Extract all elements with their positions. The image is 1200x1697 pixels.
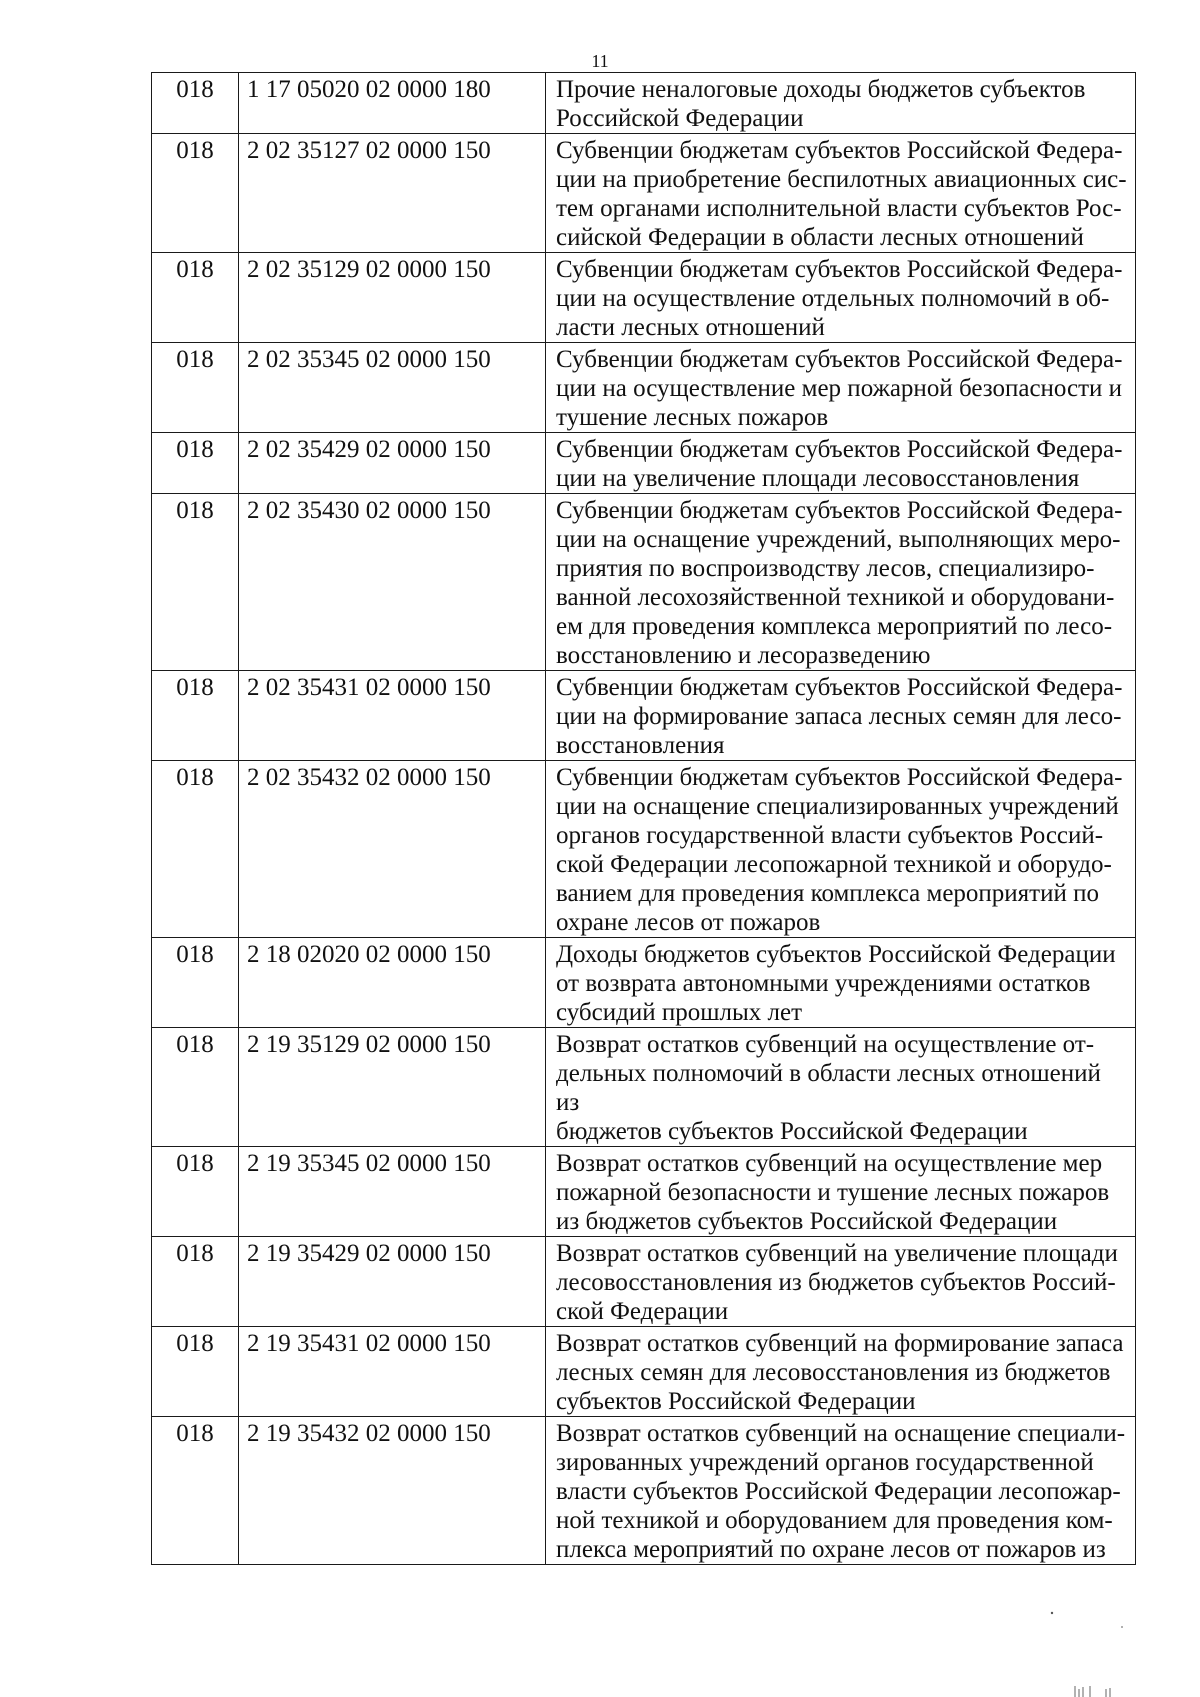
description-line: лесных семян для лесовосстановления из бюджетов — [556, 1359, 1111, 1386]
admin-code-cell: 018 — [152, 1327, 239, 1417]
description-line: Субвенции бюджетам субъектов Российской Федера- — [556, 436, 1123, 463]
description-line: власти субъектов Российской Федерации лесопожар- — [556, 1478, 1121, 1505]
table-row — [152, 1327, 1136, 1417]
budget-code-cell: 2 02 35432 02 0000 150 — [239, 761, 546, 938]
description-line: ванной лесохозяйственной техникой и оборудовани- — [556, 584, 1115, 611]
description-line: ной техникой и оборудованием для проведения ком- — [556, 1507, 1113, 1534]
description-line: тем органами исполнительной власти субъектов Рос- — [556, 195, 1122, 222]
description-line: Возврат остатков субвенций на увеличение площади — [556, 1240, 1118, 1267]
description-cell — [546, 343, 1136, 433]
description-cell — [546, 1327, 1136, 1417]
description-line: Субвенции бюджетам субъектов Российской Федера- — [556, 346, 1123, 373]
description-line: Возврат остатков субвенций на осуществление мер — [556, 1150, 1103, 1177]
description-cell — [546, 1147, 1136, 1237]
description-line: Субвенции бюджетам субъектов Российской Федера- — [556, 137, 1123, 164]
table-row — [152, 253, 1136, 343]
budget-code-cell: 2 02 35431 02 0000 150 — [239, 671, 546, 761]
budget-code-cell: 2 02 35127 02 0000 150 — [239, 134, 546, 253]
description-line: ской Федерации лесопожарной техникой и оборудо- — [556, 851, 1112, 878]
budget-code-cell: 2 18 02020 02 0000 150 — [239, 938, 546, 1028]
table-row — [152, 1417, 1136, 1565]
budget-code-table — [151, 72, 1136, 1565]
description-line: бюджетов субъектов Российской Федерации — [556, 1118, 1028, 1145]
admin-code-cell: 018 — [152, 671, 239, 761]
description-line: приятия по воспроизводству лесов, специализиро- — [556, 555, 1095, 582]
description-line: ции на оснащение специализированных учреждений — [556, 793, 1119, 820]
budget-code-cell: 2 02 35429 02 0000 150 — [239, 433, 546, 494]
admin-code-cell: 018 — [152, 494, 239, 671]
description-line: от возврата автономными учреждениями остатков — [556, 970, 1091, 997]
description-line: ции на осуществление мер пожарной безопасности и — [556, 375, 1123, 402]
table-row — [152, 343, 1136, 433]
admin-code-cell: 018 — [152, 1237, 239, 1327]
table-row — [152, 73, 1136, 134]
description-line: Доходы бюджетов субъектов Российской Федерации — [556, 941, 1116, 968]
description-line: ции на оснащение учреждений, выполняющих меро- — [556, 526, 1121, 553]
table-row — [152, 494, 1136, 671]
description-line: Субвенции бюджетам субъектов Российской Федера- — [556, 256, 1123, 283]
budget-code-cell: 2 02 35430 02 0000 150 — [239, 494, 546, 671]
description-line: Российской Федерации — [556, 105, 804, 132]
description-cell — [546, 73, 1136, 134]
table-row — [152, 134, 1136, 253]
admin-code-cell: 018 — [152, 1417, 239, 1565]
table-row — [152, 671, 1136, 761]
description-cell — [546, 1237, 1136, 1327]
description-cell — [546, 938, 1136, 1028]
table-row — [152, 1028, 1136, 1147]
description-line: тушение лесных пожаров — [556, 404, 829, 431]
budget-code-cell: 1 17 05020 02 0000 180 — [239, 73, 546, 134]
admin-code-cell: 018 — [152, 1147, 239, 1237]
admin-code-cell: 018 — [152, 761, 239, 938]
admin-code-cell: 018 — [152, 343, 239, 433]
description-line: ем для проведения комплекса мероприятий по лесо- — [556, 613, 1113, 640]
admin-code-cell: 018 — [152, 433, 239, 494]
description-line: ции на формирование запаса лесных семян для лесо- — [556, 703, 1122, 730]
description-line: Субвенции бюджетам субъектов Российской Федера- — [556, 497, 1123, 524]
table-row — [152, 938, 1136, 1028]
table-row — [152, 1237, 1136, 1327]
description-line: ской Федерации — [556, 1298, 729, 1325]
description-line: ласти лесных отношений — [556, 314, 825, 341]
description-line: из бюджетов субъектов Российской Федерации — [556, 1208, 1058, 1235]
description-line: восстановления — [556, 732, 725, 759]
page-number: 11 — [591, 51, 609, 71]
budget-code-cell: 2 19 35431 02 0000 150 — [239, 1327, 546, 1417]
description-line: дельных полномочий в области лесных отношений из — [556, 1060, 1101, 1116]
table-body — [152, 73, 1136, 1565]
description-line: органов государственной власти субъектов Россий- — [556, 822, 1104, 849]
table-row — [152, 761, 1136, 938]
table-row — [152, 1147, 1136, 1237]
description-line: восстановлению и лесоразведению — [556, 642, 931, 669]
budget-code-cell: 2 02 35129 02 0000 150 — [239, 253, 546, 343]
description-line: Возврат остатков субвенций на формирование запаса — [556, 1330, 1124, 1357]
description-line: ции на увеличение площади лесовосстановления — [556, 465, 1080, 492]
table-row — [152, 433, 1136, 494]
description-line: Субвенции бюджетам субъектов Российской Федера- — [556, 674, 1123, 701]
description-line: лесовосстановления из бюджетов субъектов Россий- — [556, 1269, 1116, 1296]
description-line: субсидий прошлых лет — [556, 999, 803, 1026]
description-cell — [546, 671, 1136, 761]
description-line: Субвенции бюджетам субъектов Российской Федера- — [556, 764, 1123, 791]
admin-code-cell: 018 — [152, 938, 239, 1028]
description-line: субъектов Российской Федерации — [556, 1388, 916, 1415]
budget-code-cell: 2 02 35345 02 0000 150 — [239, 343, 546, 433]
description-line: охране лесов от пожаров — [556, 909, 821, 936]
description-cell — [546, 1028, 1136, 1147]
description-cell — [546, 253, 1136, 343]
admin-code-cell: 018 — [152, 73, 239, 134]
budget-code-cell: 2 19 35429 02 0000 150 — [239, 1237, 546, 1327]
budget-code-cell: 2 19 35432 02 0000 150 — [239, 1417, 546, 1565]
description-cell — [546, 1417, 1136, 1565]
scan-artifacts — [1040, 1600, 1160, 1697]
description-cell — [546, 433, 1136, 494]
description-line: плекса мероприятий по охране лесов от пожаров из — [556, 1536, 1106, 1563]
description-cell — [546, 134, 1136, 253]
admin-code-cell: 018 — [152, 134, 239, 253]
description-cell — [546, 494, 1136, 671]
description-line: пожарной безопасности и тушение лесных пожаров — [556, 1179, 1110, 1206]
description-line: ции на приобретение беспилотных авиационных сис- — [556, 166, 1127, 193]
budget-code-cell: 2 19 35129 02 0000 150 — [239, 1028, 546, 1147]
description-line: Возврат остатков субвенций на осуществление от- — [556, 1031, 1095, 1058]
description-line: Прочие неналоговые доходы бюджетов субъектов — [556, 76, 1086, 103]
description-line: ванием для проведения комплекса мероприятий по — [556, 880, 1099, 907]
description-line: ции на осуществление отдельных полномочий в об- — [556, 285, 1110, 312]
admin-code-cell: 018 — [152, 253, 239, 343]
description-line: сийской Федерации в области лесных отношений — [556, 224, 1084, 251]
description-line: Возврат остатков субвенций на оснащение специали- — [556, 1420, 1126, 1447]
admin-code-cell: 018 — [152, 1028, 239, 1147]
budget-code-cell: 2 19 35345 02 0000 150 — [239, 1147, 546, 1237]
description-line: зированных учреждений органов государственной — [556, 1449, 1094, 1476]
description-cell — [546, 761, 1136, 938]
